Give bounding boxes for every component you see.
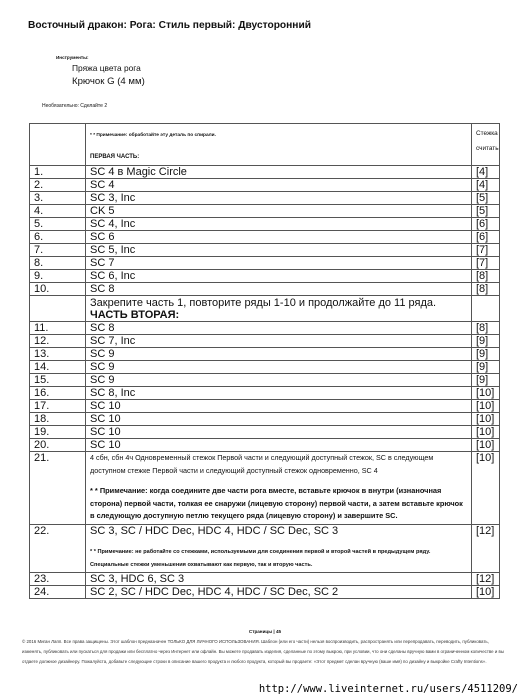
table-row [30,205,500,218]
row-number: 19. [30,426,86,439]
table-row [30,218,500,231]
row-instruction: SC 10 [86,426,472,439]
table-row-21 [30,452,500,525]
row-stitch-count: [9] [472,361,500,374]
row-instruction: SC 10 [86,439,472,452]
row-number: 23. [30,572,86,585]
row-stitch-count: [10] [472,439,500,452]
row-instruction: SC 3, Inc [86,192,472,205]
row-stitch-count: [5] [472,192,500,205]
row-instruction: SC 9 [86,374,472,387]
spiral-note: * * Примечание: обработайте эту деталь по спирали. [90,133,216,138]
row-stitch-count: [9] [472,348,500,361]
row-instruction: SC 4 [86,179,472,192]
row21-note: * * Примечание: когда соедините две части рога вместе, вставьте крючок в внутри (изнаночная сторона) первой части, толкая ее снаружи (лицевую сторону) первой части, а затем вставьте крючок в следующую доступную петлю текущего ряда (лицевую сторону) и завершите SC. [90,486,463,520]
row-number: 21. [30,452,86,525]
table-row [30,374,500,387]
table-row [30,257,500,270]
row21-text: 4 сбн, сбн 4ч Одновременный стежок Первой части и следующий доступный стежок, SC в следующем доступном стежке Первой части и следующий доступный стежок одновременно, SC 4 [90,453,434,475]
table-row-22 [30,524,500,572]
table-row [30,231,500,244]
row-number: 12. [30,335,86,348]
row-stitch-count: [4] [472,166,500,179]
row-stitch-count: [10] [472,585,500,598]
row-stitch-count: [7] [472,244,500,257]
row-stitch-count: [8] [472,283,500,296]
table-row [30,179,500,192]
part-two-heading: ЧАСТЬ ВТОРАЯ: [90,309,180,321]
table-row [30,270,500,283]
pattern-table [29,123,500,599]
page-number: Страницы | 45 [248,629,282,634]
row-number: 5. [30,218,86,231]
table-row [30,439,500,452]
row-stitch-count: [10] [472,387,500,400]
copyright-notice: © 2016 Миган Лапп. Все права защищены. Этот шаблон предназначен ТОЛЬКО ДЛЯ ЛИЧНОГО ИСПОЛЬЗОВАНИЯ. Шаблон (или его части) нельзя воспроизводить, распространять или перепродавать, переводить, публиковать, изменять, публиковать или пускаться для продажи или бесплатно через Интернет или офлайн. Вы можете продавать изделия, сделанные по этому выкрою, при условии, что они сделаны вручную вами в ограниченном количестве и вы отдаете должное дизайнеру. Пожалуйста, добавьте следующие строки в описание вашего продукта и любого продукта, который вы продаете: «Этот предмет сделан вручную (ваше имя) по дизайну и выкройке Crafty Intentions». [22,639,504,664]
row-stitch-count: [8] [472,322,500,335]
row-number: 3. [30,192,86,205]
row-instruction: SC 8 [86,283,472,296]
row-instruction: SC 6, Inc [86,270,472,283]
row-stitch-count: [9] [472,374,500,387]
table-row [30,166,500,179]
table-row [30,572,500,585]
transition-row [30,296,500,322]
row22-text: SC 3, SC / HDC Dec, HDC 4, HDC / SC Dec, SC 3 [90,524,339,537]
table-row [30,361,500,374]
row-stitch-count: [12] [472,524,500,572]
count-header-line2: считать [476,145,499,152]
row-number: 22. [30,524,86,572]
count-header-line1: Стежка [476,130,498,137]
row-instruction: SC 10 [86,400,472,413]
optional-note: Необязательно: Сделайте 2 [42,103,108,109]
row-instruction: SC 10 [86,413,472,426]
row-instruction: SC 3, HDC 6, SC 3 [86,572,472,585]
header-num-cell [30,124,86,166]
row-instruction: SC 9 [86,361,472,374]
row-stitch-count: [8] [472,270,500,283]
row-number: 7. [30,244,86,257]
row-number: 20. [30,439,86,452]
row-stitch-count: [9] [472,335,500,348]
watermark-url: http://www.liveinternet.ru/users/4511209/ [258,683,518,695]
row-number: 9. [30,270,86,283]
row-instruction: SC 5, Inc [86,244,472,257]
row-stitch-count: [10] [472,400,500,413]
row-instruction: CK 5 [86,205,472,218]
row-instruction: SC 7 [86,257,472,270]
row-instruction [86,524,472,572]
row-stitch-count: [6] [472,231,500,244]
table-row [30,387,500,400]
row-number: 2. [30,179,86,192]
row-stitch-count: [5] [472,205,500,218]
table-row [30,244,500,257]
part-one-heading: ПЕРВАЯ ЧАСТЬ: [90,154,140,160]
row-number: 14. [30,361,86,374]
row-instruction: SC 9 [86,348,472,361]
header-row [30,124,500,166]
row-instruction: SC 8, Inc [86,387,472,400]
row-stitch-count: [10] [472,413,500,426]
row-number: 13. [30,348,86,361]
row-instruction: SC 7, Inc [86,335,472,348]
row-number: 6. [30,231,86,244]
transition-instruction [86,296,472,322]
row-instruction: SC 2, SC / HDC Dec, HDC 4, HDC / SC Dec, SC 2 [86,585,472,598]
row-number: 16. [30,387,86,400]
row-number: 1. [30,166,86,179]
row-number: 11. [30,322,86,335]
row-number: 10. [30,283,86,296]
row-instruction: SC 6 [86,231,472,244]
table-row [30,400,500,413]
row-stitch-count: [4] [472,179,500,192]
transition-text: Закрепите часть 1, повторите ряды 1-10 и продолжайте до 11 ряда. [90,297,437,309]
tool-item-yarn: Пряжа цвета рога [72,63,141,73]
row-instruction: SC 8 [86,322,472,335]
table-row [30,348,500,361]
row-stitch-count: [10] [472,426,500,439]
row-number: 4. [30,205,86,218]
row-stitch-count: [6] [472,218,500,231]
row-stitch-count: [7] [472,257,500,270]
row-instruction [86,452,472,525]
table-row [30,585,500,598]
row-instruction: SC 4 в Magic Circle [86,166,472,179]
table-row [30,426,500,439]
tool-item-hook: Крючок G (4 мм) [72,76,145,87]
header-instruction-cell [86,124,472,166]
row-number: 24. [30,585,86,598]
table-row [30,335,500,348]
row22-note: * * Примечание: не работайте со стежками, используемыми для соединения первой и второй частей в предыдущем ряду. Специальные стежки уменьшения охватывают как первую, так и вторую часть. [90,548,431,568]
tools-heading: Инструменты: [56,55,89,60]
row-number [30,296,86,322]
row-number: 17. [30,400,86,413]
row-stitch-count: [12] [472,572,500,585]
table-row [30,413,500,426]
table-row [30,192,500,205]
header-count-cell [472,124,500,166]
table-row [30,283,500,296]
row-number: 15. [30,374,86,387]
table-row [30,322,500,335]
row-number: 18. [30,413,86,426]
row-stitch-count [472,296,500,322]
row-stitch-count: [10] [472,452,500,525]
row-number: 8. [30,257,86,270]
row-instruction: SC 4, Inc [86,218,472,231]
page-title: Восточный дракон: Рога: Стиль первый: Двусторонний [28,20,311,31]
